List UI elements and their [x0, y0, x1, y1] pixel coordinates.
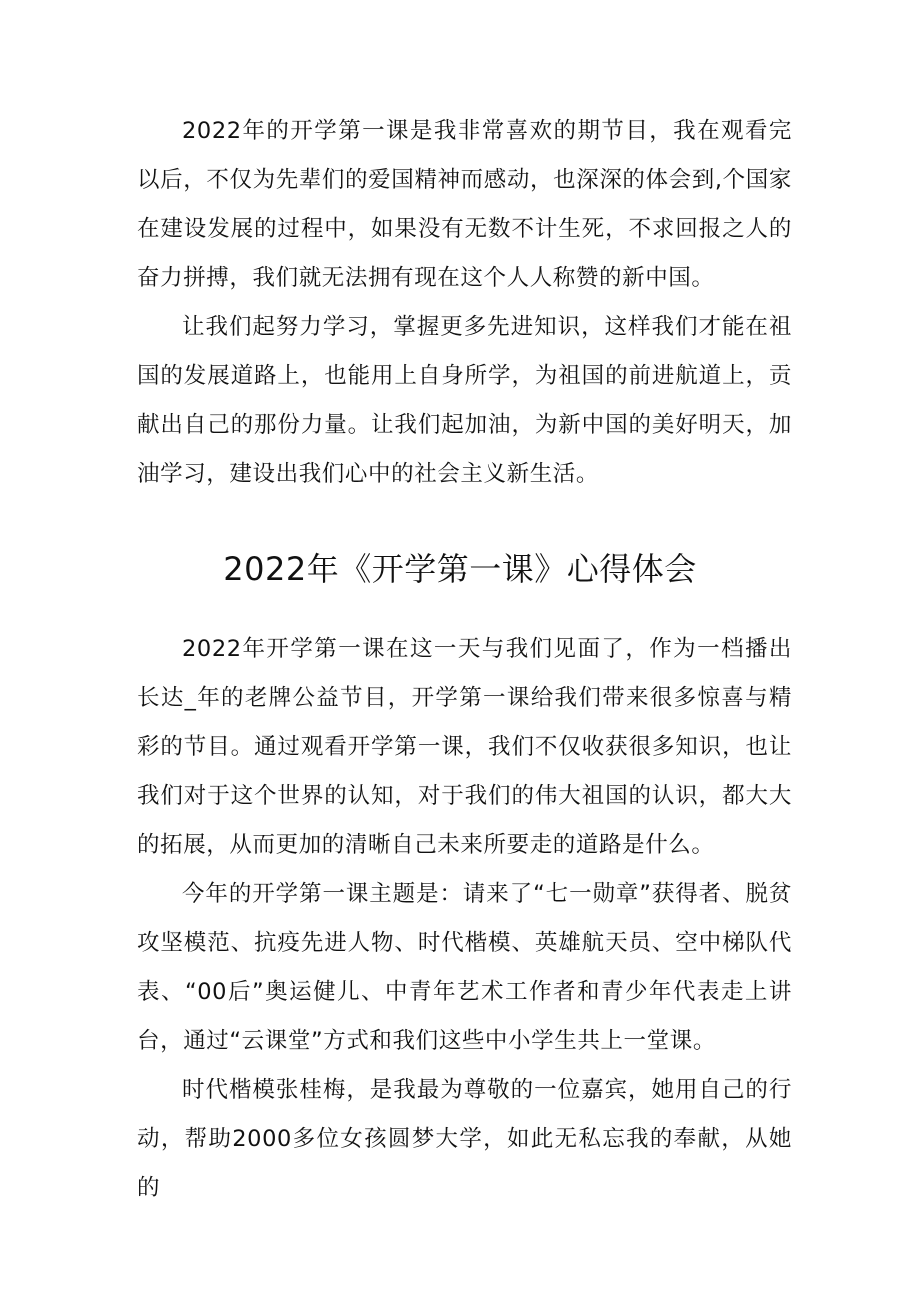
intro-section [137, 107, 792, 499]
body-paragraph-1: 2022年开学第一课在这一天与我们见面了，作为一档播出长达_年的老牌公益节目，开学第一课给我们带来很多惊喜与精彩的节目。通过观看开学第一课，我们不仅收获很多知识，也让我们对于这个世界的认知，对于我们的伟大祖国的认识，都大大的拓展，从而更加的清晰自己未来所要走的道路是什么。 [137, 636, 792, 858]
article-body [137, 625, 792, 1213]
intro-paragraph-1: 2022年的开学第一课是我非常喜欢的期节目，我在观看完以后，不仅为先辈们的爱国精神而感动，也深深的体会到,个国家在建设发展的过程中，如果没有无数不计生死，不求回报之人的奋力拼搏，我们就无法拥有现在这个人人称赞的新中国。 [137, 118, 792, 291]
body-paragraph-3: 时代楷模张桂梅，是我最为尊敬的一位嘉宾，她用自己的行动，帮助2000多位女孩圆梦大学，如此无私忘我的奉献，从她的 [137, 1077, 792, 1201]
intro-paragraph-2: 让我们起努力学习，掌握更多先进知识，这样我们才能在祖国的发展道路上，也能用上自身所学，为祖国的前进航道上，贡献出自己的那份力量。让我们起加油，为新中国的美好明天，加油学习，建设出我们心中的社会主义新生活。 [137, 314, 792, 487]
article-title: 2022年《开学第一课》心得体会 [223, 550, 697, 588]
body-paragraph-2: 今年的开学第一课主题是：请来了“七一勋章”获得者、脱贫攻坚模范、抗疫先进人物、时代楷模、英雄航天员、空中梯队代表、“00后”奥运健儿、中青年艺术工作者和青少年代表走上讲台，通过“云课堂”方式和我们这些中小学生共上一堂课。 [137, 881, 792, 1054]
